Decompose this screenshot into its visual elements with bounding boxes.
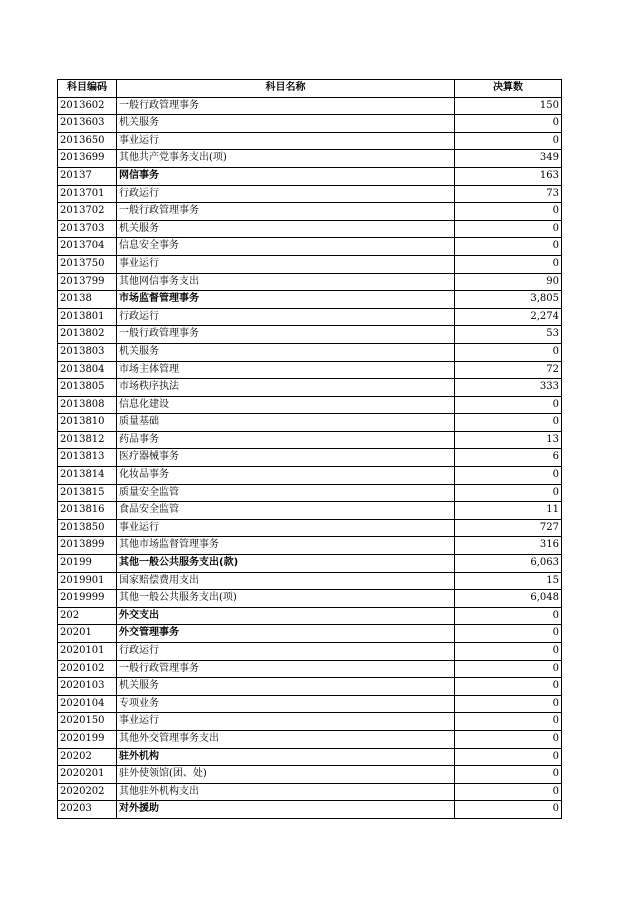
table-row — [58, 607, 562, 625]
subject-code: 2013813 — [58, 449, 117, 467]
subject-name: 机关服务 — [117, 220, 455, 238]
final-amount: 13 — [455, 431, 562, 449]
subject-name: 驻外使领馆(团、处) — [117, 766, 455, 784]
final-amount: 0 — [455, 801, 562, 819]
final-amount: 0 — [455, 396, 562, 414]
subject-name: 一般行政管理事务 — [117, 203, 455, 221]
subject-name: 其他驻外机构支出 — [117, 783, 455, 801]
subject-name: 一般行政管理事务 — [117, 97, 455, 115]
final-amount: 0 — [455, 695, 562, 713]
final-amount: 0 — [455, 678, 562, 696]
subject-code: 2013808 — [58, 396, 117, 414]
subject-code: 2013814 — [58, 467, 117, 485]
final-amount: 0 — [455, 660, 562, 678]
table-row — [58, 695, 562, 713]
final-amount: 727 — [455, 519, 562, 537]
table-row — [58, 801, 562, 819]
table-row — [58, 519, 562, 537]
final-amount: 72 — [455, 361, 562, 379]
subject-name: 行政运行 — [117, 643, 455, 661]
subject-code: 2013805 — [58, 379, 117, 397]
budget-table — [57, 79, 562, 819]
subject-name: 其他一般公共服务支出(项) — [117, 590, 455, 608]
subject-code: 2020201 — [58, 766, 117, 784]
table-row — [58, 167, 562, 185]
table-row — [58, 431, 562, 449]
table-row — [58, 115, 562, 133]
subject-name: 一般行政管理事务 — [117, 660, 455, 678]
subject-code: 2013801 — [58, 308, 117, 326]
subject-name: 其他市场监督管理事务 — [117, 537, 455, 555]
final-amount: 0 — [455, 238, 562, 256]
table-row — [58, 238, 562, 256]
table-row — [58, 379, 562, 397]
table-row — [58, 590, 562, 608]
table-row — [58, 132, 562, 150]
subject-name: 市场主体管理 — [117, 361, 455, 379]
subject-code: 2013850 — [58, 519, 117, 537]
header-row — [58, 80, 562, 98]
final-amount: 0 — [455, 343, 562, 361]
final-amount: 0 — [455, 115, 562, 133]
table-row — [58, 625, 562, 643]
table-row — [58, 555, 562, 573]
final-amount: 0 — [455, 730, 562, 748]
table-row — [58, 660, 562, 678]
table-row — [58, 396, 562, 414]
final-amount: 0 — [455, 643, 562, 661]
subject-name: 一般行政管理事务 — [117, 326, 455, 344]
subject-name: 信息安全事务 — [117, 238, 455, 256]
table-row — [58, 449, 562, 467]
table-row — [58, 291, 562, 309]
subject-name: 驻外机构 — [117, 748, 455, 766]
subject-code: 20199 — [58, 555, 117, 573]
table-row — [58, 185, 562, 203]
subject-code: 2020202 — [58, 783, 117, 801]
final-amount: 150 — [455, 97, 562, 115]
subject-name: 其他外交管理事务支出 — [117, 730, 455, 748]
subject-name: 机关服务 — [117, 678, 455, 696]
subject-code: 2020102 — [58, 660, 117, 678]
subject-code: 2013650 — [58, 132, 117, 150]
table-row — [58, 766, 562, 784]
subject-code: 2013899 — [58, 537, 117, 555]
table-row — [58, 537, 562, 555]
table-row — [58, 484, 562, 502]
table-row — [58, 414, 562, 432]
final-amount: 0 — [455, 467, 562, 485]
subject-code: 2013750 — [58, 255, 117, 273]
subject-code: 20137 — [58, 167, 117, 185]
subject-code: 202 — [58, 607, 117, 625]
table-row — [58, 678, 562, 696]
subject-name: 医疗器械事务 — [117, 449, 455, 467]
table-row — [58, 643, 562, 661]
final-amount: 0 — [455, 132, 562, 150]
table-row — [58, 203, 562, 221]
subject-code: 2013602 — [58, 97, 117, 115]
table-row — [58, 255, 562, 273]
final-amount: 333 — [455, 379, 562, 397]
subject-name: 化妆品事务 — [117, 467, 455, 485]
subject-name: 其他网信事务支出 — [117, 273, 455, 291]
subject-code: 2020101 — [58, 643, 117, 661]
subject-code: 2013802 — [58, 326, 117, 344]
subject-name: 网信事务 — [117, 167, 455, 185]
subject-code: 2020150 — [58, 713, 117, 731]
subject-code: 2020103 — [58, 678, 117, 696]
final-amount: 0 — [455, 783, 562, 801]
subject-code: 2019999 — [58, 590, 117, 608]
final-amount: 349 — [455, 150, 562, 168]
header-name: 科目名称 — [117, 80, 455, 98]
subject-name: 其他共产党事务支出(项) — [117, 150, 455, 168]
table-row — [58, 572, 562, 590]
final-amount: 0 — [455, 713, 562, 731]
table-row — [58, 713, 562, 731]
final-amount: 0 — [455, 484, 562, 502]
subject-name: 机关服务 — [117, 115, 455, 133]
subject-code: 20203 — [58, 801, 117, 819]
table-body — [58, 97, 562, 818]
subject-name: 外交管理事务 — [117, 625, 455, 643]
subject-code: 2013702 — [58, 203, 117, 221]
final-amount: 0 — [455, 203, 562, 221]
subject-code: 2013803 — [58, 343, 117, 361]
final-amount: 6,063 — [455, 555, 562, 573]
final-amount: 11 — [455, 502, 562, 520]
table-row — [58, 220, 562, 238]
subject-name: 机关服务 — [117, 343, 455, 361]
table-row — [58, 748, 562, 766]
table-row — [58, 273, 562, 291]
subject-code: 20202 — [58, 748, 117, 766]
subject-name: 其他一般公共服务支出(款) — [117, 555, 455, 573]
table-row — [58, 97, 562, 115]
subject-name: 事业运行 — [117, 713, 455, 731]
subject-name: 行政运行 — [117, 185, 455, 203]
subject-name: 质量基础 — [117, 414, 455, 432]
subject-code: 2013810 — [58, 414, 117, 432]
table-row — [58, 730, 562, 748]
final-amount: 15 — [455, 572, 562, 590]
final-amount: 90 — [455, 273, 562, 291]
subject-code: 2013815 — [58, 484, 117, 502]
final-amount: 2,274 — [455, 308, 562, 326]
final-amount: 0 — [455, 255, 562, 273]
subject-name: 质量安全监管 — [117, 484, 455, 502]
subject-name: 行政运行 — [117, 308, 455, 326]
subject-name: 专项业务 — [117, 695, 455, 713]
table-row — [58, 150, 562, 168]
table-row — [58, 783, 562, 801]
final-amount: 3,805 — [455, 291, 562, 309]
final-amount: 53 — [455, 326, 562, 344]
subject-code: 20201 — [58, 625, 117, 643]
table-row — [58, 308, 562, 326]
subject-code: 20138 — [58, 291, 117, 309]
subject-code: 2019901 — [58, 572, 117, 590]
subject-code: 2013704 — [58, 238, 117, 256]
table-row — [58, 326, 562, 344]
subject-name: 对外援助 — [117, 801, 455, 819]
subject-code: 2013699 — [58, 150, 117, 168]
final-amount: 73 — [455, 185, 562, 203]
subject-name: 信息化建设 — [117, 396, 455, 414]
table-row — [58, 343, 562, 361]
subject-name: 事业运行 — [117, 519, 455, 537]
subject-code: 2013804 — [58, 361, 117, 379]
subject-code: 2013816 — [58, 502, 117, 520]
subject-code: 2013703 — [58, 220, 117, 238]
subject-name: 事业运行 — [117, 132, 455, 150]
header-amount: 决算数 — [455, 80, 562, 98]
final-amount: 163 — [455, 167, 562, 185]
subject-code: 2013701 — [58, 185, 117, 203]
final-amount: 0 — [455, 607, 562, 625]
final-amount: 0 — [455, 625, 562, 643]
final-amount: 6 — [455, 449, 562, 467]
final-amount: 316 — [455, 537, 562, 555]
subject-code: 2020104 — [58, 695, 117, 713]
final-amount: 6,048 — [455, 590, 562, 608]
subject-code: 2013799 — [58, 273, 117, 291]
subject-name: 市场监督管理事务 — [117, 291, 455, 309]
subject-name: 外交支出 — [117, 607, 455, 625]
final-amount: 0 — [455, 748, 562, 766]
subject-name: 食品安全监管 — [117, 502, 455, 520]
subject-name: 国家赔偿费用支出 — [117, 572, 455, 590]
subject-code: 2020199 — [58, 730, 117, 748]
final-amount: 0 — [455, 220, 562, 238]
table-row — [58, 502, 562, 520]
subject-name: 事业运行 — [117, 255, 455, 273]
final-amount: 0 — [455, 766, 562, 784]
table-row — [58, 467, 562, 485]
final-amount: 0 — [455, 414, 562, 432]
table-row — [58, 361, 562, 379]
header-code: 科目编码 — [58, 80, 117, 98]
subject-code: 2013812 — [58, 431, 117, 449]
subject-name: 市场秩序执法 — [117, 379, 455, 397]
subject-code: 2013603 — [58, 115, 117, 133]
subject-name: 药品事务 — [117, 431, 455, 449]
